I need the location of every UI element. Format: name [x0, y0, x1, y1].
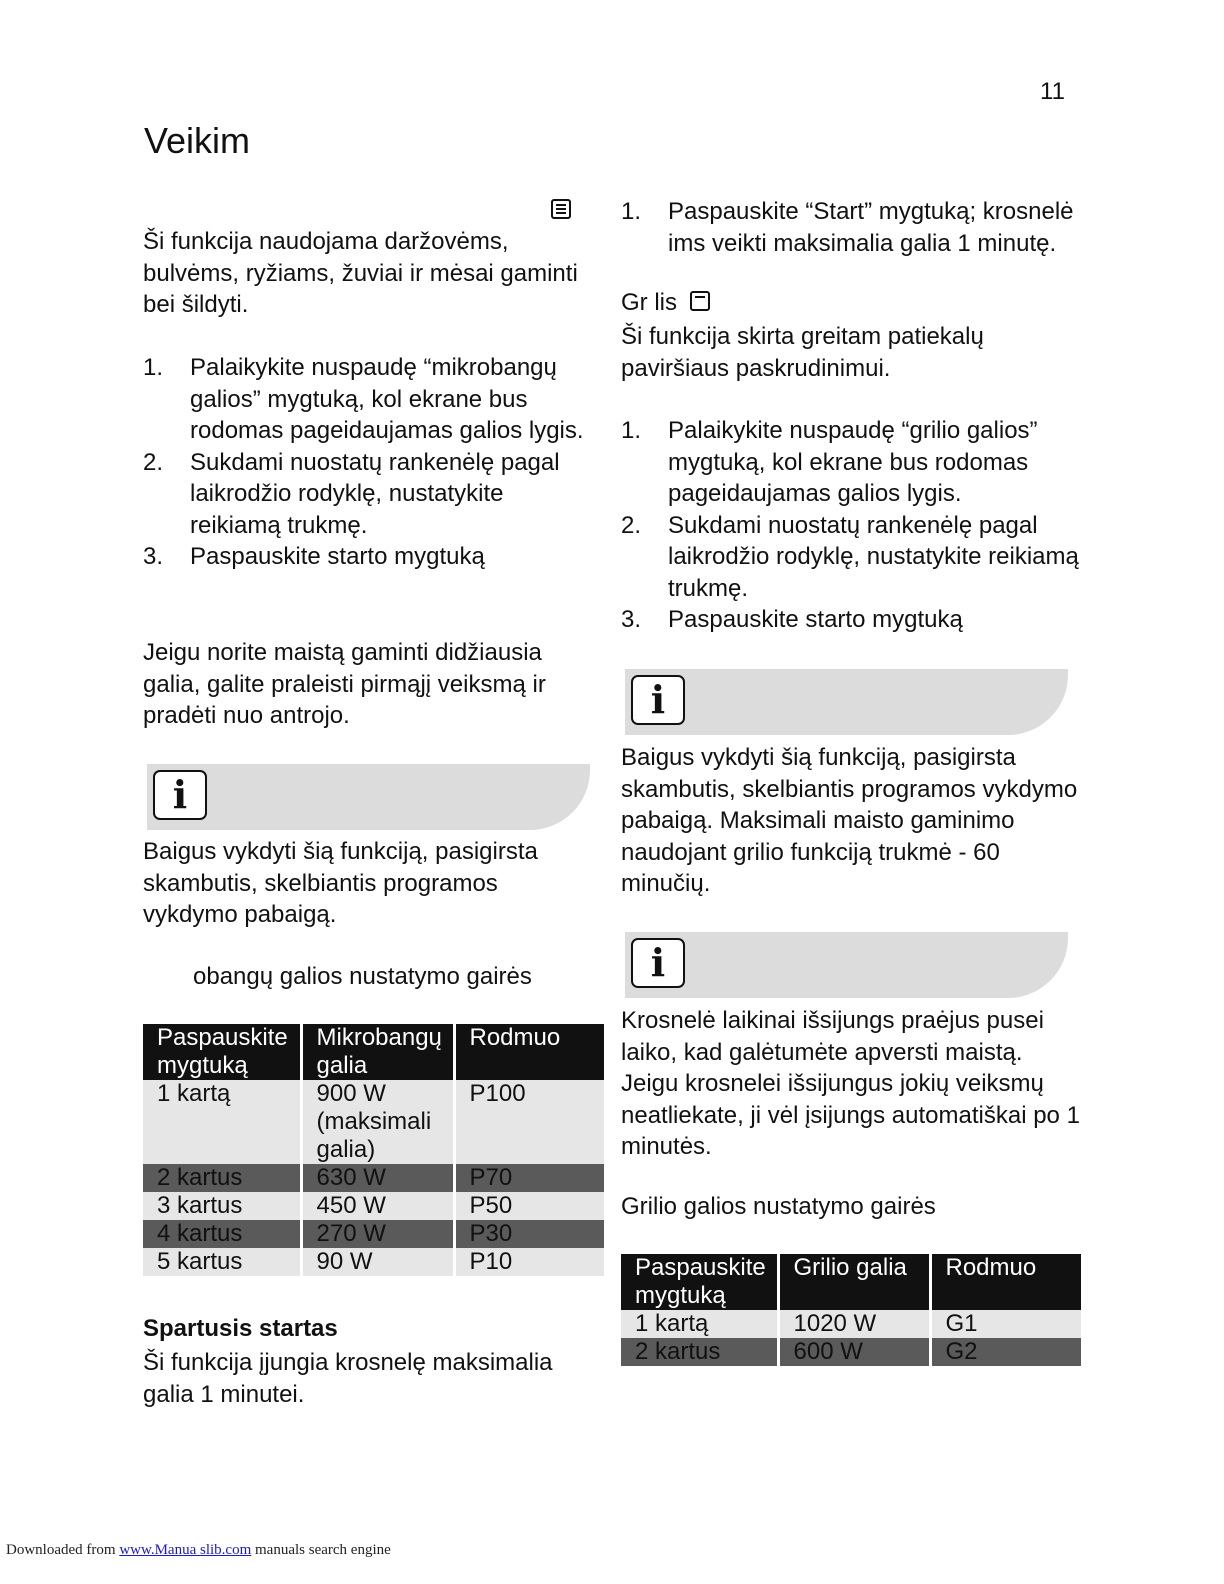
- info-banner: [147, 764, 590, 830]
- info-banner: [625, 669, 1068, 735]
- grill-heading: Gr lis: [621, 289, 710, 317]
- grill-intro: Ši funkcija skirta greitam patiekalų paviršiaus paskrudinimui.: [621, 323, 984, 382]
- table-header-row: [621, 1254, 1081, 1310]
- list-item: 2. Sukdami nuostatų rankenėlę pagal laikrodžio rodyklę, nustatykite reikiamą trukmę.: [621, 511, 1079, 602]
- table-cell: 1 kartą: [143, 1080, 301, 1164]
- table-cell: 90 W: [301, 1248, 454, 1276]
- grill-info-text: Baigus vykdyti šią funkciją, pasigirsta skambutis, skelbiantis programos vykdymo pabaigą. Maksimali maisto gaminimo naudojant grilio funkciją trukmė - 60 minučių.: [621, 744, 1078, 897]
- table-cell: P100: [454, 1080, 604, 1164]
- microwave-mode-icon: [551, 199, 571, 219]
- table-cell: G1: [930, 1310, 1081, 1338]
- table-row: [143, 1080, 604, 1164]
- table-header: Rodmuo: [930, 1254, 1081, 1310]
- table-cell: 450 W: [301, 1192, 454, 1220]
- table-cell: 2 kartus: [143, 1164, 301, 1192]
- section-title: Veikim: [144, 120, 251, 161]
- grill-pause-text: Krosnelė laikinai išsijungs praėjus pusei laiko, kad galėtumėte apversti maistą. Jeigu krosnelei išsijungus jokių veiksmų neatliekate, ji vėl įsijungs automatiškai po 1 minutės.: [621, 1007, 1080, 1160]
- table-cell: 900 W (maksimali galia): [301, 1080, 454, 1164]
- table-cell: 4 kartus: [143, 1220, 301, 1248]
- quick-start-heading: Spartusis startas: [143, 1315, 338, 1342]
- table-cell: G2: [930, 1338, 1081, 1366]
- table-header-row: [143, 1024, 604, 1080]
- info-icon: i: [153, 770, 207, 820]
- microwave-table-heading: obangų galios nustatymo gairės: [193, 963, 532, 990]
- list-item: 3. Paspauskite starto mygtuką: [621, 606, 963, 633]
- table-cell: 1 kartą: [621, 1310, 778, 1338]
- list-item: 2. Sukdami nuostatų rankenėlę pagal laikrodžio rodyklę, nustatykite reikiamą trukmę.: [143, 448, 560, 539]
- quick-start-steps: [621, 196, 1081, 259]
- table-header: Mikrobangų galia: [301, 1024, 454, 1080]
- table-cell: 5 kartus: [143, 1248, 301, 1276]
- table-cell: P30: [454, 1220, 604, 1248]
- download-footer: Downloaded from www.Manua slib.com manuals search engine: [6, 1542, 391, 1558]
- table-row: [143, 1248, 604, 1276]
- microwave-power-table: [143, 1024, 604, 1276]
- table-header: Rodmuo: [454, 1024, 604, 1080]
- table-cell: 1020 W: [778, 1310, 930, 1338]
- grill-steps: [621, 415, 1081, 636]
- table-row: [621, 1310, 1081, 1338]
- table-header: Paspauskite mygtuką: [621, 1254, 778, 1310]
- table-header: Grilio galia: [778, 1254, 930, 1310]
- table-row: [621, 1338, 1081, 1366]
- table-cell: P10: [454, 1248, 604, 1276]
- page-number: 11: [1040, 78, 1065, 105]
- table-cell: P70: [454, 1164, 604, 1192]
- table-cell: 600 W: [778, 1338, 930, 1366]
- microwave-steps: [143, 352, 593, 573]
- quick-start-text: Ši funkcija įjungia krosnelę maksimalia galia 1 minutei.: [143, 1349, 553, 1408]
- table-cell: 270 W: [301, 1220, 454, 1248]
- microwave-intro: Ši funkcija naudojama daržovėms, bulvėms, ryžiams, žuviai ir mėsai gaminti bei šildyti.: [143, 228, 578, 318]
- info-icon: i: [631, 675, 685, 725]
- table-header: Paspauskite mygtuką: [143, 1024, 301, 1080]
- table-cell: P50: [454, 1192, 604, 1220]
- table-row: [143, 1192, 604, 1220]
- table-row: [143, 1164, 604, 1192]
- table-cell: 630 W: [301, 1164, 454, 1192]
- max-power-note: Jeigu norite maistą gaminti didžiausia galia, galite praleisti pirmąjį veiksmą ir pradėti nuo antrojo.: [143, 639, 546, 729]
- list-item: 1. Palaikykite nuspaudę “mikrobangų galios” mygtuką, kol ekrane bus rodomas pageidaujamas galios lygis.: [143, 354, 584, 444]
- info-text: Baigus vykdyti šią funkciją, pasigirsta skambutis, skelbiantis programos vykdymo pabaigą.: [143, 838, 538, 928]
- table-cell: 3 kartus: [143, 1192, 301, 1220]
- list-item: 1. Palaikykite nuspaudę “grilio galios” mygtuką, kol ekrane bus rodomas pageidaujamas galios lygis.: [621, 417, 1038, 507]
- grill-mode-icon: [690, 291, 710, 311]
- grill-power-table: [621, 1254, 1081, 1366]
- manualslib-link[interactable]: www.Manua slib.com: [119, 1542, 252, 1558]
- table-row: [143, 1220, 604, 1248]
- info-icon: i: [631, 938, 685, 988]
- list-item: 3. Paspauskite starto mygtuką: [143, 543, 485, 570]
- info-banner: [625, 932, 1068, 998]
- grill-table-heading: Grilio galios nustatymo gairės: [621, 1193, 936, 1220]
- list-item: 1. Paspauskite “Start” mygtuką; krosnelė ims veikti maksimalia galia 1 minutę.: [621, 198, 1074, 257]
- table-cell: 2 kartus: [621, 1338, 778, 1366]
